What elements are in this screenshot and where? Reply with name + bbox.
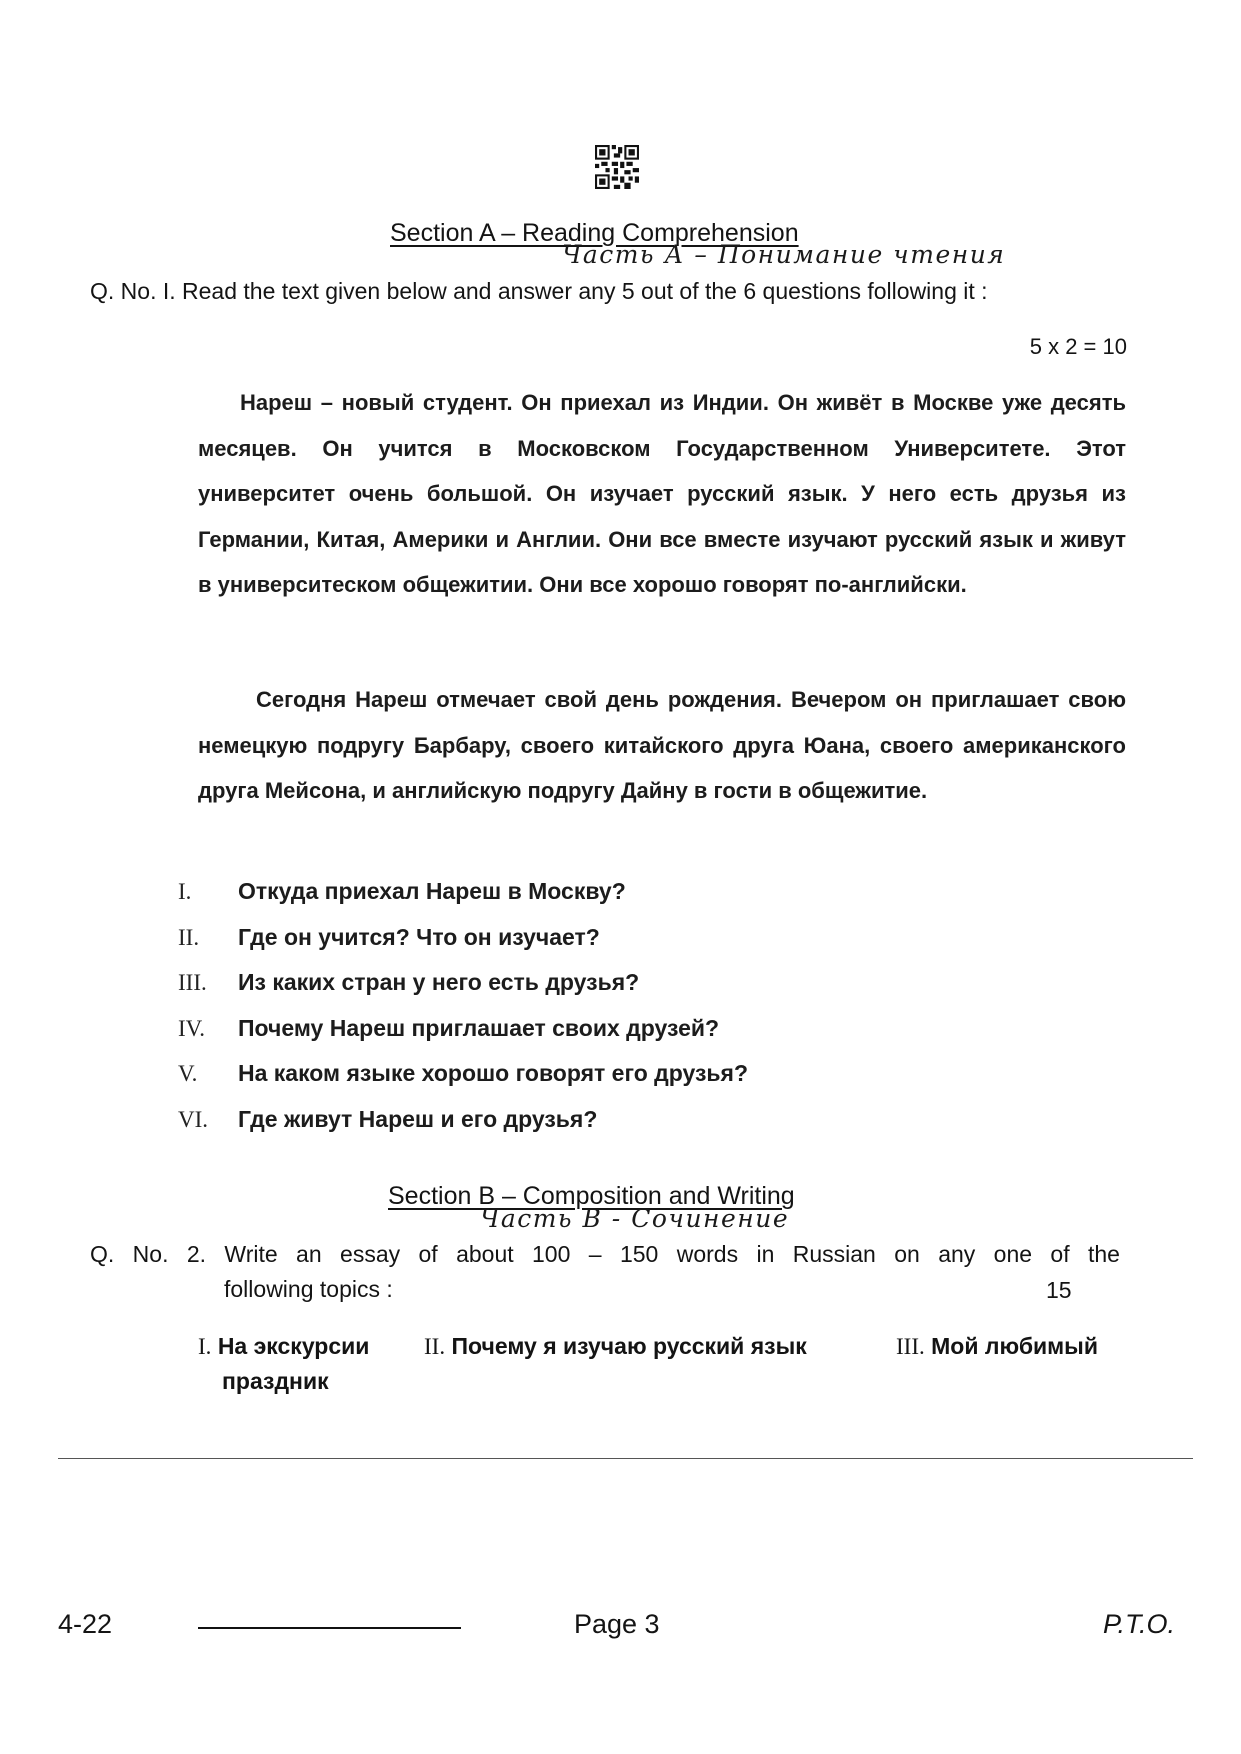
question-number: III. — [178, 970, 207, 995]
question-text: Где он учится? Что он изучает? — [238, 923, 600, 950]
question-text: Откуда приехал Нареш в Москву? — [238, 878, 626, 904]
question-item — [178, 1060, 878, 1106]
question-text: Почему Нареш приглашает своих друзей? — [238, 1014, 720, 1041]
question-item — [178, 924, 878, 970]
topic-item — [198, 1333, 369, 1360]
topic-text: Мой любимый — [931, 1333, 1098, 1359]
q1-number: Q. No. I. — [90, 278, 176, 304]
question-text: На каком языке хорошо говорят его друзья? — [238, 1060, 749, 1086]
q2-instruction-line-2: following topics : — [224, 1276, 393, 1302]
passage-paragraph-2: Сегодня Нареш отмечает свой день рождения. Вечером он приглашает свою немецкую подругу Барбару, своего китайского друга Юана, своего американского друга Мейсона, и английскую подругу Дайну в гости в общежитие. — [198, 687, 1126, 803]
question-text: Где живут Нареш и его друзья? — [238, 1105, 598, 1132]
q2-number: Q. No. 2. — [90, 1241, 207, 1267]
question-item — [178, 878, 878, 924]
section-a-handwritten-note: Часть А – Понимание чтения — [562, 240, 1006, 269]
q1-instruction: Read the text given below and answer any 5 out of the 6 questions following it : — [182, 278, 988, 304]
passage-paragraph-1: Нареш – новый студент. Он приехал из Индии. Он живёт в Москве уже десять месяцев. Он учится в Московском Государственном Университете. Этот университет очень большой. Он изучает русский язык. У него есть друзья из Германии, Китая, Америки и Англии. Они все вместе изучают русский язык и живут в университеском общежитии. Они все хорошо говорят по-английски. — [198, 390, 1126, 597]
question-number: I. — [178, 879, 192, 904]
question-number: IV. — [178, 1015, 206, 1041]
q2-instruction: Write an essay of about 100 – 150 words in Russian on any one of the — [224, 1241, 1120, 1267]
divider — [58, 1458, 1193, 1459]
topic-number: I. — [198, 1334, 212, 1359]
footer-line — [198, 1627, 461, 1629]
footer-code: 4-22 — [58, 1609, 113, 1639]
footer-page-number: Page 3 — [574, 1609, 660, 1639]
question-number: II. — [178, 924, 200, 950]
q1-instruction-row — [90, 278, 988, 305]
section-a-title: Section A – Reading Comprehension — [390, 219, 799, 247]
qr-code-icon — [595, 145, 639, 189]
q2-instruction-row — [90, 1241, 1120, 1268]
topic-number: II. — [424, 1334, 446, 1359]
footer-pto: P.T.O. — [1102, 1609, 1175, 1639]
q1-marks: 5 x 2 = 10 — [1029, 334, 1127, 359]
question-item — [178, 1106, 878, 1152]
question-item — [178, 969, 878, 1015]
question-item — [178, 1015, 878, 1061]
q1-question-list — [178, 878, 878, 1151]
topic-item — [896, 1333, 1098, 1360]
topic-item — [424, 1333, 807, 1360]
question-text: Из каких стран у него есть друзья? — [238, 969, 640, 995]
question-number: VI. — [178, 1106, 209, 1132]
topic-3-continuation: праздник — [222, 1368, 329, 1394]
topic-number: III. — [896, 1334, 925, 1359]
section-b-title: Section B – Composition and Writing — [388, 1182, 795, 1210]
topic-text: Почему я изучаю русский язык — [451, 1333, 807, 1359]
topic-text: На экскурсии — [217, 1333, 370, 1359]
q2-marks: 15 — [1046, 1277, 1072, 1303]
question-number: V. — [178, 1061, 198, 1086]
section-b-handwritten-note: Часть В - Сочинение — [480, 1204, 790, 1233]
